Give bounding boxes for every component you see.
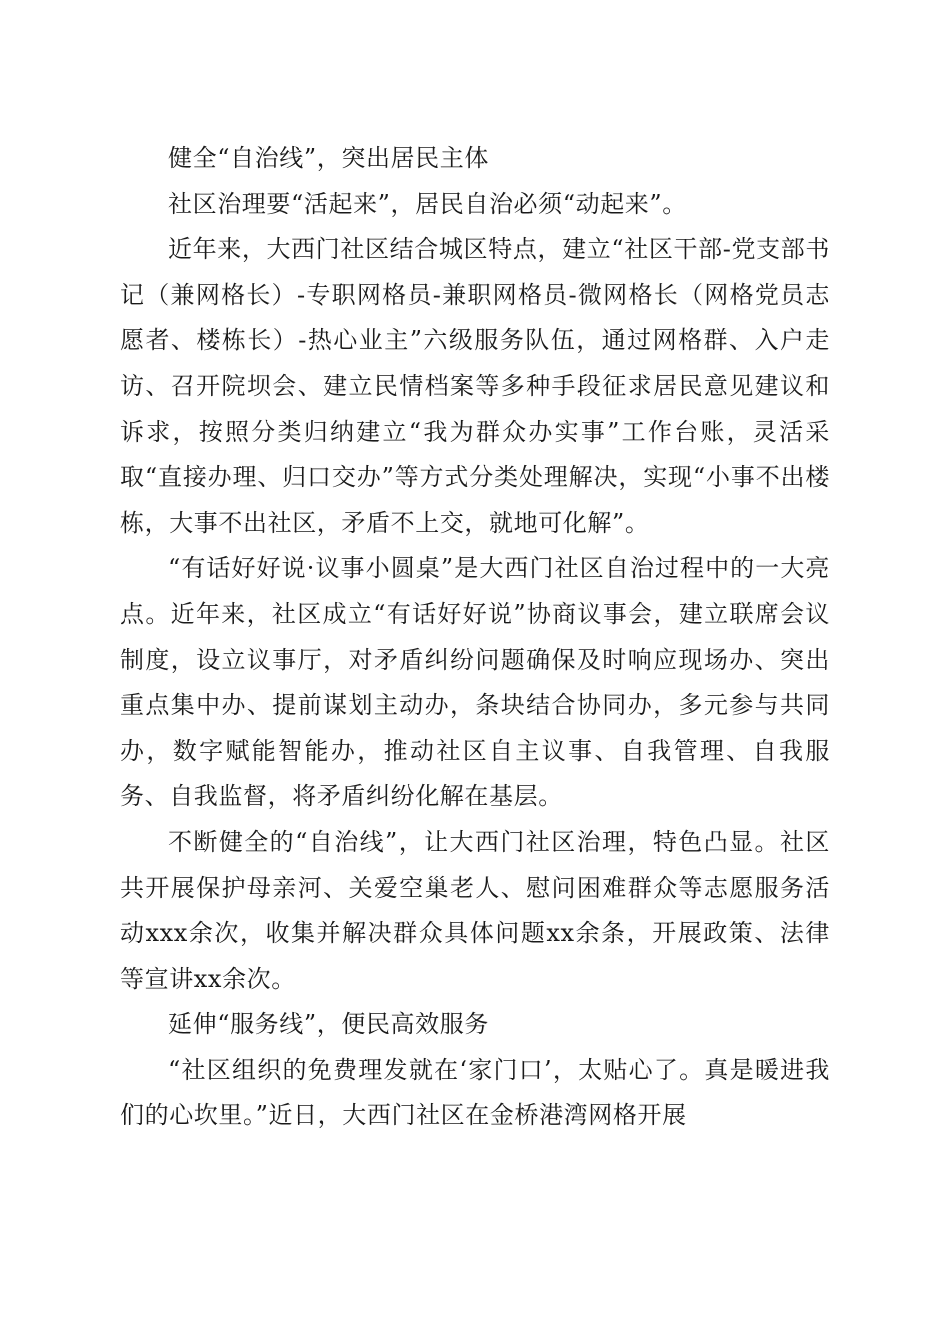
paragraph: 社区治理要“活起来”，居民自治必须“动起来”。 xyxy=(168,189,687,218)
section-heading-self-governance: 健全“自治线”，突出居民主体 xyxy=(168,144,489,172)
paragraph: “有话好好说·议事小圆桌”是大西门社区自治过程中的一大亮点。近年来，社区成立“有话好好说”协商议事会，建立联席会议制度，设立议事厅，对矛盾纠纷问题确保及时响应现场办、突出重点集中办、提前谋划主动办，条块结合协同办，多元参与共同办，数字赋能智能办，推动社区自主议事、自我管理、自我服务、自我监督，将矛盾纠纷化解在基层。 xyxy=(120,554,830,811)
paragraph: 不断健全的“自治线”，让大西门社区治理，特色凸显。社区共开展保护母亲河、关爱空巢老人、慰问困难群众等志愿服务活动xxx余次，收集并解决群众具体问题xx余条，开展政策、法律等宣讲xx余次。 xyxy=(120,827,830,993)
paragraph: “社区组织的免费理发就在‘家门口’，太贴心了。真是暖进我们的心坎里。”近日，大西门社区在金桥港湾网格开展 xyxy=(120,1055,830,1130)
document-body xyxy=(120,136,830,1139)
paragraph: 近年来，大西门社区结合城区特点，建立“社区干部-党支部书记（兼网格长）-专职网格员-兼职网格员-微网格长（网格党员志愿者、楼栋长）-热心业主”六级服务队伍，通过网格群、入户走访、召开院坝会、建立民情档案等多种手段征求居民意见建议和诉求，按照分类归纳建立“我为群众办实事”工作台账，灵活采取“直接办理、归口交办”等方式分类处理解决，实现“小事不出楼栋，大事不出社区，矛盾不上交，就地可化解”。 xyxy=(120,235,830,537)
section-heading-service: 延伸“服务线”，便民高效服务 xyxy=(168,1010,489,1039)
